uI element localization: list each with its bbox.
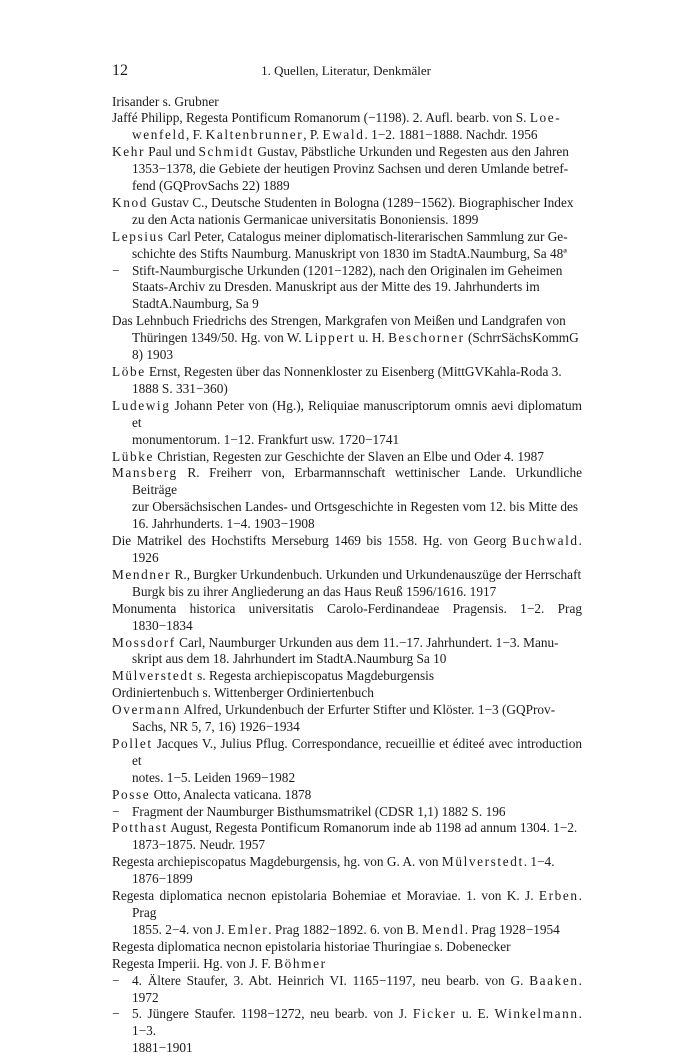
- entry-line: schichte des Stifts Naumburg. Manuskript von 1830 im StadtA.Naumburg, Sa 48ª: [132, 246, 567, 261]
- bibliography-entry: [112, 888, 582, 939]
- entry-line: Löbe Ernst, Regesten über das Nonnenkloster zu Eisenberg (MittGVKahla-Roda 3.: [112, 364, 562, 379]
- entry-line: Mossdorf Carl, Naumburger Urkunden aus dem 11.−17. Jahrhundert. 1−3. Manu-: [112, 635, 559, 650]
- entry-line: 1888 S. 331−360): [132, 381, 228, 396]
- page-header: [112, 61, 580, 81]
- bibliography-entry: [112, 820, 582, 854]
- bibliography-entry: [112, 533, 582, 567]
- entry-line: 8) 1903: [132, 347, 173, 362]
- entry-line: Regesta diplomatica necnon epistolaria historiae Thuringiae s. Dobenecker: [112, 939, 511, 954]
- entry-line: Irisander s. Grubner: [112, 94, 219, 109]
- running-title: 1. Quellen, Literatur, Denkmäler: [112, 62, 580, 80]
- bibliography-entry: [112, 668, 582, 685]
- continuation-dash: −: [112, 804, 132, 821]
- entry-line: 1353−1378, die Gebiete der heutigen Provinz Sachsen und deren Umlande betref-: [132, 161, 568, 176]
- bibliography-entry: [112, 635, 582, 669]
- entry-line: 1873−1875. Neudr. 1957: [132, 837, 265, 852]
- entry-line: Mülverstedt s. Regesta archiepiscopatus Magdeburgensis: [112, 668, 434, 683]
- entry-line: Regesta diplomatica necnon epistolaria Bohemiae et Moraviae. 1. von K. J. Erben. Prag: [112, 888, 582, 920]
- bibliography-entry: [112, 567, 582, 601]
- bibliography-entry: [112, 195, 582, 229]
- bibliography-entry: [112, 364, 582, 398]
- entry-line: Pollet Jacques V., Julius Pflug. Correspondance, recueillie et éditeé avec introduction et: [112, 736, 582, 768]
- bibliography-entry: [112, 449, 582, 466]
- bibliography-entry: [112, 956, 582, 973]
- entry-line: wenfeld, F. Kaltenbrunner, P. Ewald. 1−2. 1881−1888. Nachdr. 1956: [132, 127, 538, 142]
- entry-line: 4. Ältere Staufer, 3. Abt. Heinrich VI. 1165−1197, neu bearb. von G. Baaken. 1972: [132, 973, 582, 1005]
- entry-line: 1881−1901: [132, 1040, 193, 1055]
- bibliography-entry: [112, 685, 582, 702]
- entry-line: 1855. 2−4. von J. Emler. Prag 1882−1892. 6. von B. Mendl. Prag 1928−1954: [132, 922, 560, 937]
- entry-line: 16. Jahrhunderts. 1−4. 1903−1908: [132, 516, 315, 531]
- bibliography-entry: [112, 229, 582, 263]
- entry-line: Das Lehnbuch Friedrichs des Strengen, Markgrafen von Meißen und Landgrafen von: [112, 313, 566, 328]
- continuation-dash: −: [112, 973, 132, 990]
- bibliography-entry: [112, 702, 582, 736]
- entry-line: Regesta Imperii. Hg. von J. F. Böhmer: [112, 956, 327, 971]
- bibliography-entry: [112, 973, 582, 1007]
- entry-line: Kehr Paul und Schmidt Gustav, Päbstliche Urkunden und Regesten aus den Jahren: [112, 144, 569, 159]
- entry-line: Lübke Christian, Regesten zur Geschichte der Slaven an Elbe und Oder 4. 1987: [112, 449, 544, 464]
- entry-line: Stift-Naumburgische Urkunden (1201−1282), nach den Originalen im Geheimen: [132, 263, 562, 278]
- entry-line: Monumenta historica universitatis Carolo-Ferdinandeae Pragensis. 1−2. Prag 1830−1834: [112, 601, 582, 633]
- bibliography-entry: [112, 939, 582, 956]
- continuation-dash: −: [112, 1006, 132, 1023]
- entry-line: zu den Acta nationis Germanicae universitatis Bononiensis. 1899: [132, 212, 478, 227]
- bibliography-entry: [112, 804, 582, 821]
- entry-line: Lepsius Carl Peter, Catalogus meiner diplomatisch-literarischen Sammlung zur Ge-: [112, 229, 568, 244]
- entry-line: Burgk bis zu ihrer Angliederung an das Haus Reuß 1596/1616. 1917: [132, 584, 496, 599]
- entry-line: Thüringen 1349/50. Hg. von W. Lippert u. H. Beschorner (SchrrSächsKommG: [132, 330, 579, 345]
- bibliography-entry: [112, 110, 582, 144]
- entry-line: notes. 1−5. Leiden 1969−1982: [132, 770, 295, 785]
- bibliography-list: [112, 94, 582, 1057]
- entry-line: skript aus dem 18. Jahrhundert im StadtA.Naumburg Sa 10: [132, 651, 446, 666]
- bibliography-entry: [112, 736, 582, 787]
- entry-line: Overmann Alfred, Urkundenbuch der Erfurter Stifter und Klöster. 1−3 (GQProv-: [112, 702, 555, 717]
- bibliography-entry: [112, 144, 582, 195]
- entry-line: Sachs, NR 5, 7, 16) 1926−1934: [132, 719, 300, 734]
- page-number: 12: [112, 61, 128, 81]
- entry-line: Ludewig Johann Peter von (Hg.), Reliquiae manuscriptorum omnis aevi diplomatum et: [112, 398, 582, 430]
- entry-line: zur Obersächsischen Landes- und Ortsgeschichte in Regesten vom 12. bis Mitte des: [132, 499, 578, 514]
- entry-line: monumentorum. 1−12. Frankfurt usw. 1720−1741: [132, 432, 399, 447]
- bibliography-entry: [112, 313, 582, 364]
- entry-line: Posse Otto, Analecta vaticana. 1878: [112, 787, 311, 802]
- entry-line: Knod Gustav C., Deutsche Studenten in Bologna (1289−1562). Biographischer Index: [112, 195, 574, 210]
- bibliography-entry: [112, 263, 582, 314]
- bibliography-entry: [112, 465, 582, 533]
- entry-line: Die Matrikel des Hochstifts Merseburg 1469 bis 1558. Hg. von Georg Buchwald. 1926: [112, 533, 582, 565]
- entry-line: Regesta archiepiscopatus Magdeburgensis, hg. von G. A. von Mülverstedt. 1−4.: [112, 854, 555, 869]
- entry-line: StadtA.Naumburg, Sa 9: [132, 296, 259, 311]
- bibliography-entry: [112, 787, 582, 804]
- entry-line: Ordiniertenbuch s. Wittenberger Ordiniertenbuch: [112, 685, 374, 700]
- bibliography-entry: [112, 398, 582, 449]
- entry-line: Potthast August, Regesta Pontificum Romanorum inde ab 1198 ad annum 1304. 1−2.: [112, 820, 577, 835]
- entry-line: 5. Jüngere Staufer. 1198−1272, neu bearb. von J. Ficker u. E. Winkelmann. 1−3.: [132, 1006, 582, 1038]
- bibliography-entry: [112, 1006, 582, 1057]
- entry-line: Fragment der Naumburger Bisthumsmatrikel (CDSR 1,1) 1882 S. 196: [132, 804, 506, 819]
- entry-line: Mendner R., Burgker Urkundenbuch. Urkunden und Urkundenauszüge der Herrschaft: [112, 567, 581, 582]
- bibliography-entry: [112, 94, 582, 111]
- bibliography-entry: [112, 854, 582, 888]
- entry-line: Mansberg R. Freiherr von, Erbarmannschaft wettinischer Lande. Urkundliche Beiträge: [112, 465, 582, 497]
- entry-line: Staats-Archiv zu Dresden. Manuskript aus der Mitte des 19. Jahrhunderts im: [132, 279, 540, 294]
- entry-line: fend (GQProvSachs 22) 1889: [132, 178, 290, 193]
- entry-line: Jaffé Philipp, Regesta Pontificum Romanorum (−1198). 2. Aufl. bearb. von S. Loe-: [112, 110, 561, 125]
- entry-line: 1876−1899: [132, 871, 193, 886]
- bibliography-entry: [112, 601, 582, 635]
- continuation-dash: −: [112, 263, 132, 280]
